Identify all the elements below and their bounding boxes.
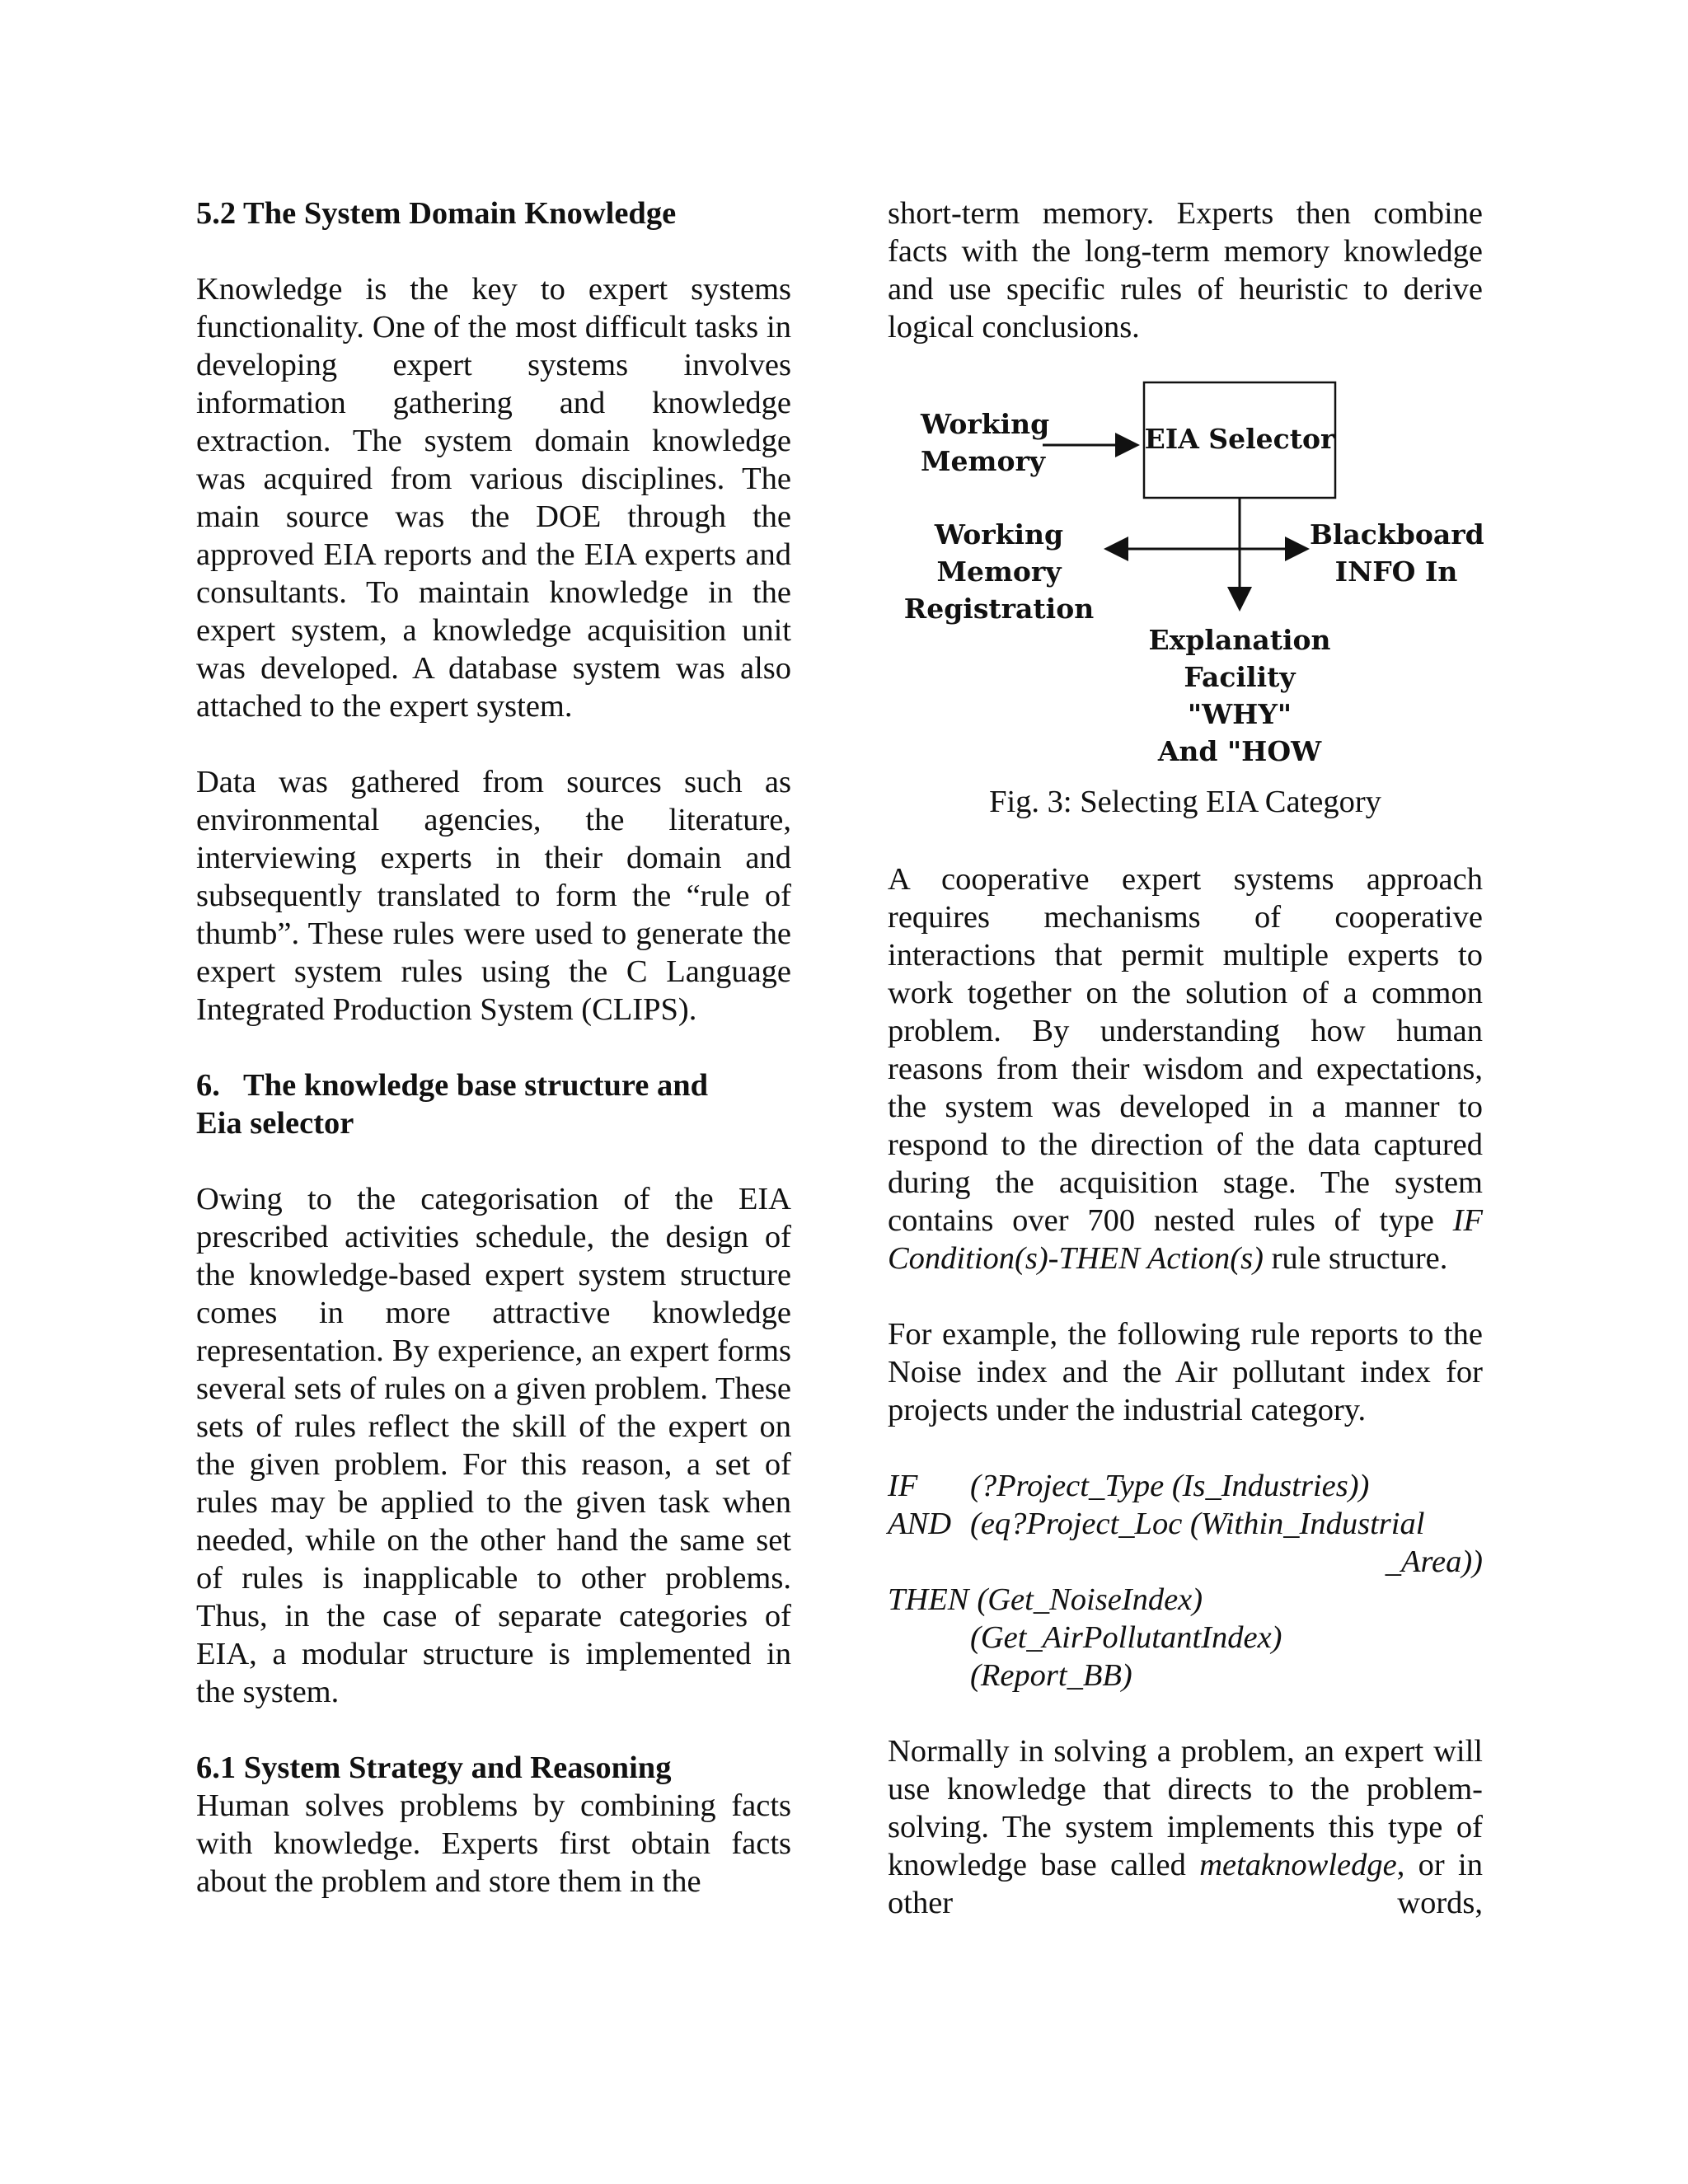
example-paragraph: For example, the following rule reports to the Noise index and the Air pollutant index for projects under the industrial category. (888, 1317, 1483, 1427)
section-6-paragraph-1: Owing to the categorisation of the EIA prescribed activities schedule, the design of the knowledge-based expert system structure comes in more attractive knowledge representation. By experience, an expert forms several sets of rules on a given problem. These sets of rules reflect the skill of the expert on the given problem. For this reason, a set of rules may be applied to the given task when needed, while on the other hand the same set of rules is inapplicable to other problems. Thus, in the case of separate categories of EIA, a modular structure is implemented in the system. (196, 1182, 791, 1709)
figure-3-caption: Fig. 3: Selecting EIA Category (989, 785, 1381, 819)
section-6-1-paragraph-1: Human solves problems by combining facts with knowledge. Experts first obtain facts about the problem and store them in the (196, 1788, 791, 1899)
rule-and-row (888, 1505, 1483, 1543)
explanation-label-line-1: Explanation (1148, 624, 1331, 656)
cooperative-paragraph-end: rule structure. (1271, 1241, 1448, 1276)
rule-then-action-2: (Get_AirPollutantIndex) (970, 1620, 1282, 1655)
explanation-label-line-2: Facility "WHY" (1184, 661, 1296, 730)
rule-and-continuation: _Area)) (1385, 1544, 1483, 1579)
left-column (196, 194, 791, 1900)
registration-label-line-1: Working Memory (934, 518, 1064, 588)
eia-selector-label: EIA Selector (1144, 423, 1335, 455)
section-6-heading-line-1: 6. The knowledge base structure and (196, 1068, 709, 1103)
cooperative-paragraph (888, 860, 1483, 1277)
rule-and-keyword: AND (888, 1507, 951, 1541)
rule-then-action-1: (Get_NoiseIndex) (977, 1582, 1203, 1617)
normally-paragraph-text: Normally in solving a problem, an expert will use knowledge that directs to the problem-solving. The system implements this type of knowledge base called (888, 1734, 1483, 1882)
right-column (888, 194, 1483, 1922)
rule-then-row (888, 1581, 1483, 1619)
section-5-2-paragraph-2: Data was gathered from sources such as environmental agencies, the literature, interviewing experts in their domain and subsequently translated to form the “rule of thumb”. These rules were used to generate the expert system rules using the C Language Integrated Production System (CLIPS). (196, 765, 791, 1027)
blackboard-label (1310, 516, 1483, 590)
normally-paragraph (888, 1732, 1483, 1922)
working-memory-label (921, 405, 1050, 480)
working-memory-label-line-1: Working (921, 408, 1050, 440)
rule-then-keyword: THEN (888, 1582, 969, 1617)
rule-and-condition: (eq?Project_Loc (Within_Industrial (970, 1507, 1425, 1541)
explanation-label-line-3: And "HOW (1157, 735, 1322, 767)
section-6-heading-line-2: Eia selector (196, 1106, 354, 1141)
rule-if-condition: (?Project_Type (Is_Industries)) (970, 1469, 1370, 1503)
normally-paragraph-metaknowledge: metaknowledge (1199, 1848, 1397, 1882)
section-6-heading (196, 1066, 791, 1142)
rule-if-row (888, 1467, 1483, 1505)
section-5-2-heading: 5.2 The System Domain Knowledge (196, 196, 677, 231)
explanation-label (1128, 621, 1351, 770)
rule-if-keyword: IF (888, 1469, 918, 1503)
section-5-2-paragraph-1: Knowledge is the key to expert systems functionality. One of the most difficult tasks in developing expert systems involves information gathering and knowledge extraction. The system domain knowledge was acquired from various disciplines. The main source was the DOE through the approved EIA reports and the EIA experts and consultants. To maintain knowledge in the expert system, a knowledge acquisition unit was developed. A database system was also attached to the expert system. (196, 272, 791, 724)
section-6-1-heading: 6.1 System Strategy and Reasoning (196, 1750, 672, 1785)
working-memory-label-line-2: Memory (921, 445, 1046, 477)
registration-label-line-2: Registration (903, 593, 1095, 625)
rule-then-action-3: (Report_BB) (970, 1658, 1132, 1693)
figure-3 (888, 346, 1483, 832)
blackboard-label-line-2: INFO In (1334, 555, 1458, 588)
rule-example (888, 1467, 1483, 1694)
cooperative-paragraph-rule-type: IF Condition(s)-THEN Action(s) (888, 1203, 1484, 1276)
registration-label (888, 516, 1110, 627)
blackboard-label-line-1: Blackboard (1310, 518, 1484, 551)
cooperative-paragraph-text: A cooperative expert systems approach requires mechanisms of cooperative interactions that permit multiple experts to work together on the solution of a common problem. By understanding how human reasons from their wisdom and expectations, the system was developed in a manner to respond to the direction of the data captured during the acquisition stage. The system contains over 700 nested rules of type (888, 862, 1483, 1238)
normally-paragraph-end: , or in other words, (888, 1848, 1483, 1920)
continued-paragraph: short-term memory. Experts then combine facts with the long-term memory knowledge and use specific rules of heuristic to derive logical conclusions. (888, 196, 1483, 344)
